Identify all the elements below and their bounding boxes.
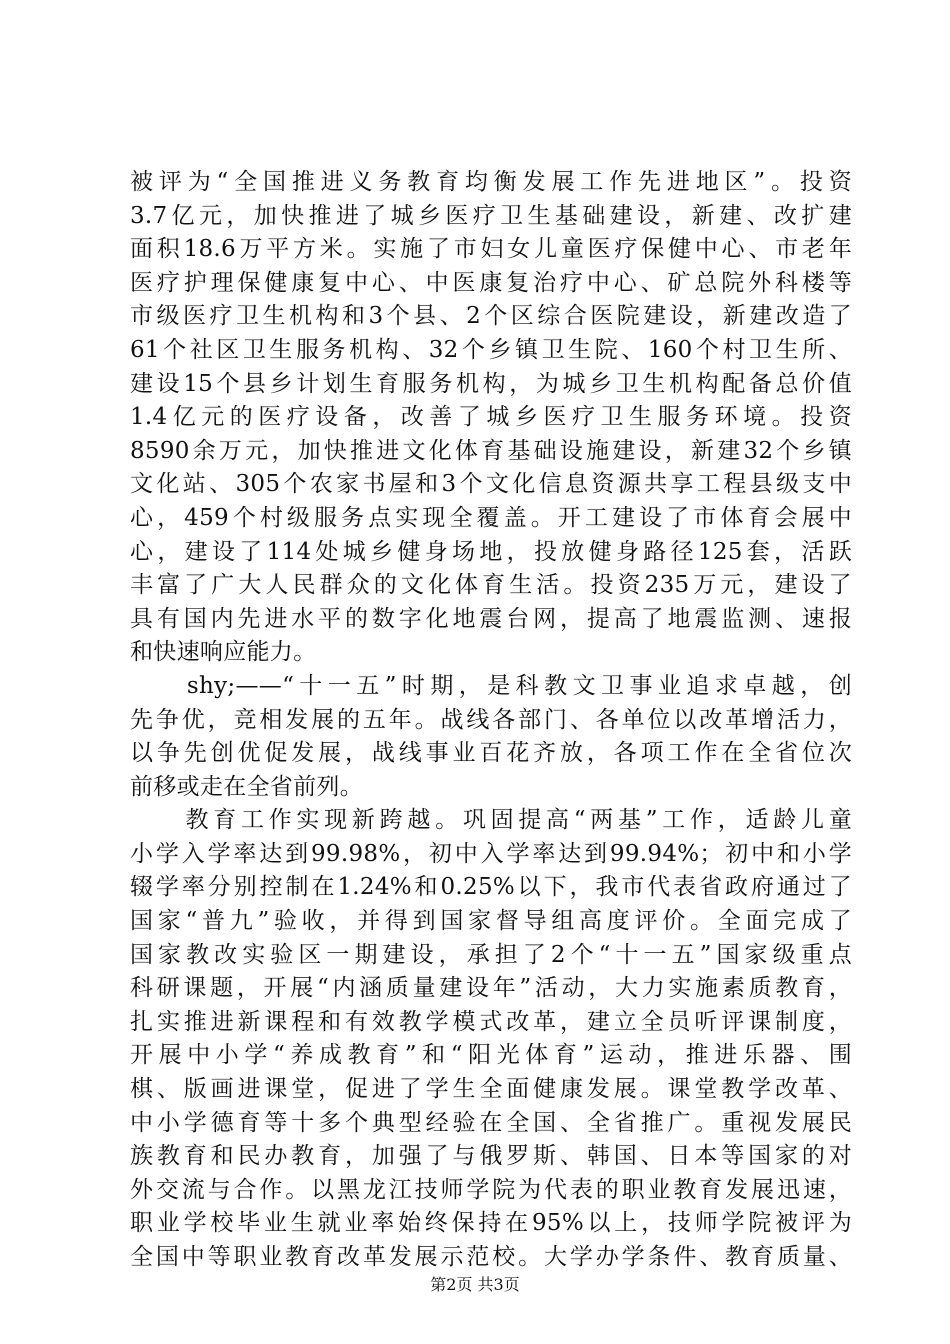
text-line: 和快速响应能力。 [130, 639, 317, 666]
text-line: 丰富了广大人民群众的文化体育生活。投资235万元，建设了 [130, 572, 852, 599]
text-line: 全国中等职业教育改革发展示范校。大学办学条件、教育质量、 [130, 1244, 852, 1270]
text-line: 8590余万元，加快推进文化体育基础设施建设，新建32个乡镇 [130, 437, 852, 464]
text-line: 辍学率分别控制在1.24%和0.25%以下，我市代表省政府通过了 [130, 874, 852, 901]
text-line: 心，建设了114处城乡健身场地，投放健身路径125套，活跃 [130, 538, 852, 565]
text-line: 61个社区卫生服务机构、32个乡镇卫生院、160个村卫生所、 [130, 336, 852, 363]
text-line: 前移或走在全省前列。 [130, 773, 363, 800]
text-line: 市级医疗卫生机构和3个县、2个区综合医院建设，新建改造了 [130, 303, 852, 330]
text-line: 心，459个村级服务点实现全覆盖。开工建设了市体育会展中 [130, 504, 852, 531]
text-line: 扎实推进新课程和有效教学模式改革，建立全员听评课制度， [130, 1008, 852, 1035]
text-line: 以争先创优促发展，战线事业百花齐放，各项工作在全省位次 [130, 740, 852, 767]
text-line: 具有国内先进水平的数字化地震台网，提高了地震监测、速报 [130, 605, 852, 632]
text-line: 建设15个县乡计划生育服务机构，为城乡卫生机构配备总价值 [130, 370, 852, 397]
text-line: 小学入学率达到99.98%，初中入学率达到99.94%；初中和小学 [130, 840, 852, 867]
text-line: 外交流与合作。以黑龙江技师学院为代表的职业教育发展迅速， [130, 1176, 852, 1203]
text-line: 棋、版画进课堂，促进了学生全面健康发展。课堂教学改革、 [130, 1076, 852, 1103]
text-line: 1.4亿元的医疗设备，改善了城乡医疗卫生服务环境。投资 [130, 404, 852, 431]
text-line: 医疗护理保健康复中心、中医康复治疗中心、矿总院外科楼等 [130, 269, 852, 296]
text-line: 文化站、305个农家书屋和3个文化信息资源共享工程县级支中 [130, 471, 852, 498]
text-line: 中小学德育等十多个典型经验在全国、全省推广。重视发展民 [130, 1109, 852, 1136]
text-line: 职业学校毕业生就业率始终保持在95%以上，技师学院被评为 [130, 1210, 852, 1237]
text-line: 国家“普九”验收，并得到国家督导组高度评价。全面完成了 [130, 908, 852, 935]
page-footer: 第2页 共3页 [430, 1275, 520, 1294]
text-line: 先争优，竞相发展的五年。战线各部门、各单位以改革增活力， [130, 706, 852, 733]
text-line: 族教育和民办教育，加强了与俄罗斯、韩国、日本等国家的对 [130, 1143, 852, 1170]
text-line: 被评为“全国推进义务教育均衡发展工作先进地区”。投资 [130, 169, 852, 195]
text-line: 3.7亿元，加快推进了城乡医疗卫生基础建设，新建、改扩建 [130, 202, 852, 229]
body-text [130, 166, 852, 1275]
text-line: 国家教改实验区一期建设，承担了2个“十一五”国家级重点 [130, 941, 852, 968]
text-line: 教育工作实现新跨越。巩固提高“两基”工作，适龄儿童 [130, 807, 852, 834]
text-line: 科研课题，开展“内涵质量建设年”活动，大力实施素质教育， [130, 975, 852, 1002]
text-line: 开展中小学“养成教育”和“阳光体育”运动，推进乐器、围 [130, 1042, 852, 1069]
text-line: 面积18.6万平方米。实施了市妇女儿童医疗保健中心、市老年 [130, 236, 852, 263]
text-line: shy;——“十一五”时期，是科教文卫事业追求卓越，创 [130, 672, 852, 699]
